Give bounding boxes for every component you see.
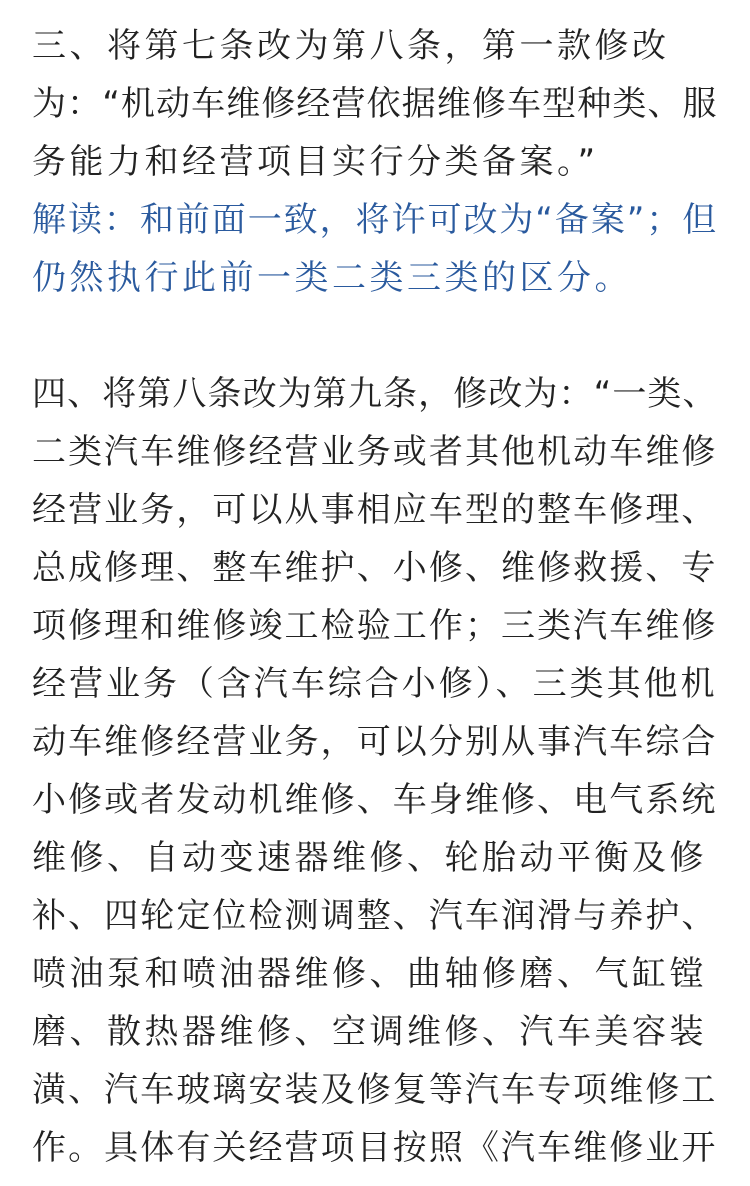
text-line: 四、将第八条改为第九条，修改为：“一类、 xyxy=(32,374,718,414)
interpretation-paragraph xyxy=(32,191,718,307)
text-line: 动车维修经营业务，可以分别从事汽车综合 xyxy=(32,722,718,762)
text-line: 经营业务，可以从事相应车型的整车修理、 xyxy=(32,490,718,530)
paragraph-spacer xyxy=(32,307,718,365)
text-line: 总成修理、整车维护、小修、维修救援、专 xyxy=(32,548,718,588)
section-4-paragraph xyxy=(32,365,718,1177)
text-line: 务能力和经营项目实行分类备案。” xyxy=(32,142,599,182)
text-line: 补、四轮定位检测调整、汽车润滑与养护、 xyxy=(32,896,718,936)
text-line: 仍然执行此前一类二类三类的区分。 xyxy=(32,258,632,298)
text-line: 三、将第七条改为第八条，第一款修改 xyxy=(32,26,670,66)
text-line: 经营业务（含汽车综合小修）、三类其他机 xyxy=(32,664,718,704)
text-line: 潢、汽车玻璃安装及修复等汽车专项维修工 xyxy=(32,1070,718,1110)
text-line: 磨、散热器维修、空调维修、汽车美容装 xyxy=(32,1012,707,1052)
text-line: 喷油泵和喷油器维修、曲轴修磨、气缸镗 xyxy=(32,954,707,994)
text-line: 维修、自动变速器维修、轮胎动平衡及修 xyxy=(32,838,707,878)
text-line: 解读：和前面一致，将许可改为“备案”；但 xyxy=(32,200,719,240)
text-line: 小修或者发动机维修、车身维修、电气系统 xyxy=(32,780,718,820)
text-line: 二类汽车维修经营业务或者其他机动车维修 xyxy=(32,432,718,472)
text-line: 为：“机动车维修经营依据维修车型种类、服 xyxy=(32,84,718,124)
text-line: 项修理和维修竣工检验工作；三类汽车维修 xyxy=(32,606,718,646)
text-line: 作。具体有关经营项目按照《汽车维修业开 xyxy=(32,1128,718,1168)
section-3-paragraph xyxy=(32,17,718,191)
